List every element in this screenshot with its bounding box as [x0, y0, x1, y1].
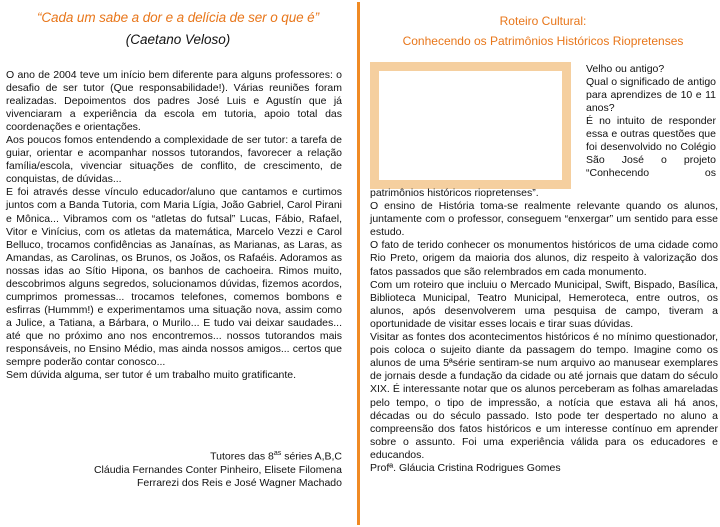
tutors-line: Tutores das $8^{as}$ séries A,B,C [210, 450, 342, 463]
paragraph: Visitar as fontes dos acontecimentos históricos é no mínimo questionador, pois coloca o sujeito diante da passagem do tempo. Imagine como os alunos de uma 5ªsérie sentiram-se num arquivo ao manusear exemplares de jornais desde a fundação da cidade ou até jornais que datam do século XIX. É interessante notar que os alunos perceberam as folhas amareladas pelo tempo, o tipo de impressão, a notícia que estava ali há anos, décadas ou do século passado. Isto pode ter despertado no aluno a compreensão dos fatos históricos e um interesse contínuo em aprender sobre o assunto. Foi uma experiência válida para os educadores e educandos. [370, 331, 718, 461]
epigraph-quote: “Cada um sabe a dor e a delícia de ser o que é” [37, 10, 319, 25]
paragraph: Com um roteiro que incluiu o Mercado Municipal, Swift, Bispado, Basílica, Biblioteca Municipal, Teatro Municipal, Hemeroteca, entre outros, os alunos, após desenvolverem uma pesquisa de campo, tiveram a oportunidade de visitar esses locais e tirar suas dúvidas. [370, 278, 718, 330]
tutoria-article-body [6, 69, 342, 382]
column-divider [357, 2, 360, 525]
paragraph: E foi através desse vínculo educador/aluno que cantamos e curtimos juntos com a Banda Tutoria, com Maria Lígia, João Gabriel, Carol Pirani e Mônica... Vibramos com os “atletas do futsal” Lucas, Fábio, Rafael, Vitor e Vinícius, com os atletas da matemática, Marcelo Vezzi e Carol Belluco, trocamos confidências as Janaínas, as Marianas, as Laras, as Amandas, as Carolinas, os Brunos, os Joãos, os Rafaéis. Adoramos as nossas idas ao Sítio Hipona, os banhos de cachoeira. Rimos muito, descobrimos alguns segredos, solucionamos dúvidas, fizemos acordos, cumprimos promessas... trocamos telefones, comemos bombons e esfirras (Hummm!) e experimentamos uma situação nova, assim como a Julice, a Tatiana, a Bárbara, o Murilo... E tudo vai deixar saudades... até que no próximo ano nos encontremos... nossos tutorandos mais responsáveis, no Ensino Médio, mas ainda nossos amigos... certos que sempre poderão contar conosco... [6, 186, 342, 369]
intro-questions [586, 63, 716, 180]
paragraph: O ano de 2004 teve um início bem diferente para alguns professores: o desafio de ser tutor (Que responsabilidade!). Várias reuniões foram realizadas. Depoimentos dos padres José Luis e Agustín que já vivenciaram a experiência da escola em tutoria, apoio total das coordenações e orientações. [6, 69, 342, 134]
paragraph: O fato de terido conhecer os monumentos históricos de uma cidade como Rio Preto, origem da maioria dos alunos, diz respeito à valorização dos fatos passados que são relembrados em cada monumento. [370, 239, 718, 278]
tutors-names-line: Ferrarezi dos Reis e José Wagner Machado [136, 477, 342, 490]
article-title: Roteiro Cultural: [499, 14, 587, 28]
left-column [0, 0, 352, 527]
photo-frame [370, 62, 571, 189]
intro-line: É no intuito de responder essa e outras questões que foi desenvolvido no Colégio São José o projeto “Conhecendo os [586, 115, 716, 180]
right-column [368, 0, 718, 527]
paragraph: Sem dúvida alguma, ser tutor é um trabalho muito gratificante. [6, 369, 297, 382]
epigraph-author: (Caetano Veloso) [125, 32, 231, 47]
question-line: Velho ou antigo? [586, 63, 665, 75]
paragraph: O ensino de História toma-se realmente relevante quando os alunos, juntamente com o professor, conseguem “enxergar” um sentido para esse estudo. [370, 200, 718, 239]
article-subtitle: Conhecendo os Patrimônios Históricos Riopretenses [402, 34, 684, 48]
tutors-signature [6, 447, 342, 490]
paragraph: patrimônios históricos riopretenses”. [370, 187, 539, 199]
author-signature: Profª. Gláucia Cristina Rodrigues Gomes [370, 461, 561, 474]
paragraph: Aos poucos fomos entendendo a complexidade de ser tutor: a tarefa de guiar, orientar e acompanhar nossos tutorandos, favorecer a relação família/escola, vivenciar situações de conflito, de crescimento, de conquistas, de dúvidas... [6, 134, 342, 186]
tutors-names-line: Cláudia Fernandes Conter Pinheiro, Elisete Filomena [93, 463, 342, 476]
roteiro-article-body [370, 187, 718, 475]
question-line: Qual o significado de antigo para aprendizes de 10 e 11 anos? [586, 76, 716, 115]
